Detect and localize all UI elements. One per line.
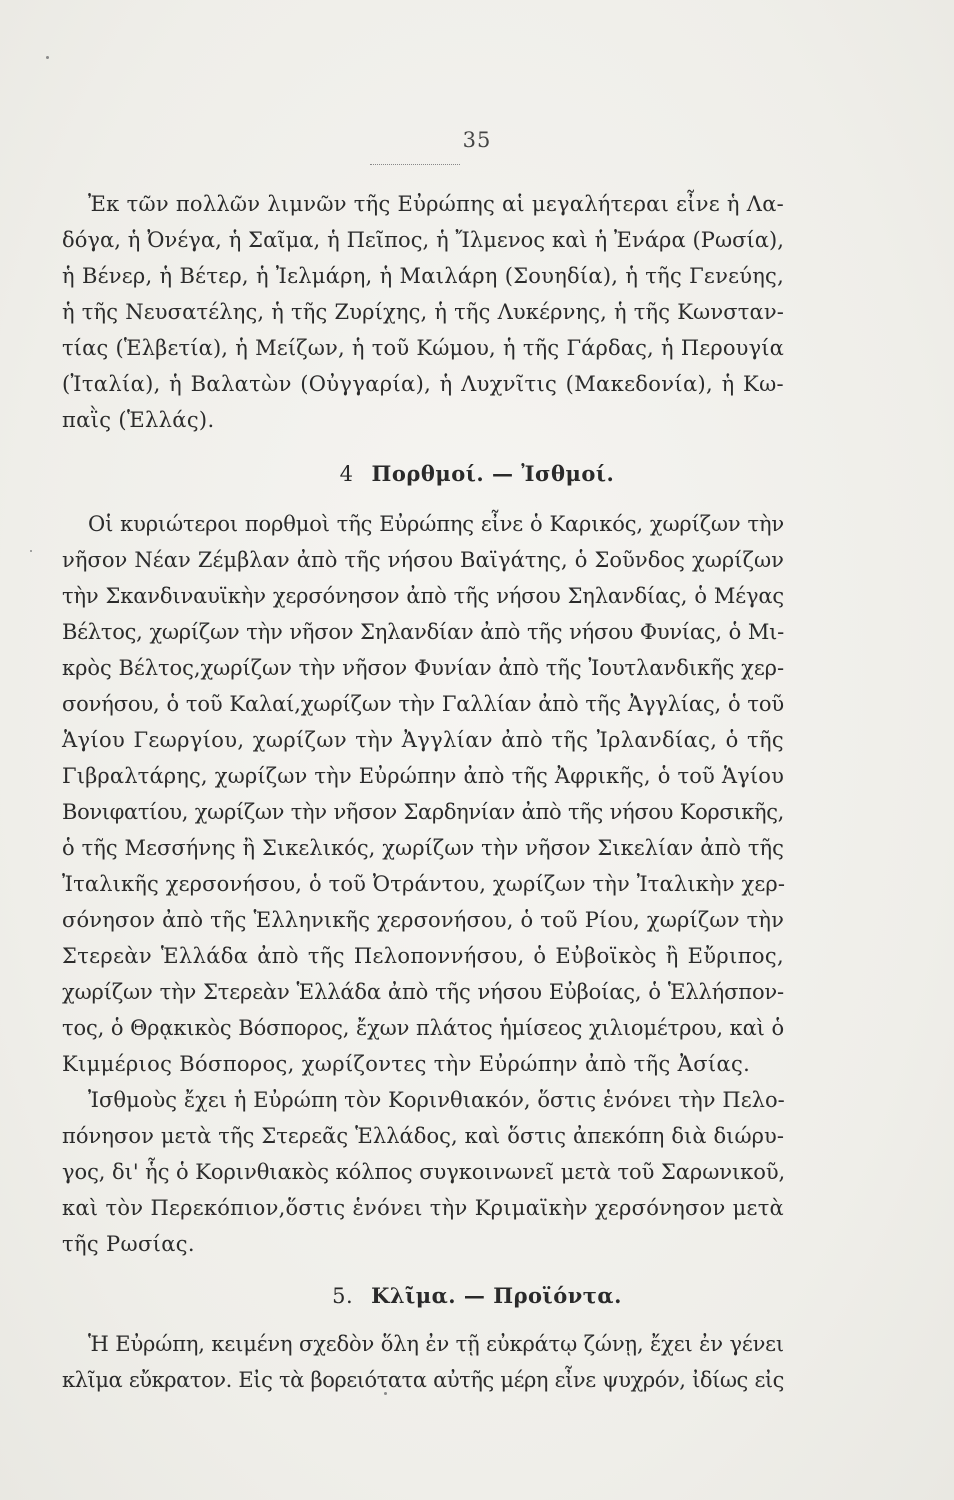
text-line: Ἰσθμοὺς ἔχει ἡ Εὐρώπη τὸν Κορινθιακόν, ὅστις ἑνόνει τὴν Πελο- [88,1088,785,1112]
text-line: Ἁγίου Γεωργίου, χωρίζων τὴν Ἀγγλίαν ἀπὸ τῆς Ἰρλανδίας, ὁ τῆς [62,728,784,752]
text-line: τος, ὁ Θρᾳκικὸς Βόσπορος, ἔχων πλάτος ἡμίσεος χιλιομέτρου, καὶ ὁ [62,1016,784,1040]
section-heading-4 [0,456,954,492]
section-number: 4 [339,462,354,486]
text-line: κλῖμα εὔκρατον. Εἰς τὰ βορειότατα αὐτῆς μέρη εἶνε ψυχρόν, ἰδίως εἰς [62,1368,784,1392]
section-title: Κλῖμα. — Προϊόντα. [371,1283,622,1308]
paper-speck [46,56,49,59]
section-title: Πορθμοί. — Ἰσθμοί. [371,461,615,486]
text-line: χωρίζων τὴν Στερεὰν Ἑλλάδα ἀπὸ τῆς νήσου Εὐβοίας, ὁ Ἑλλήσπον- [62,980,784,1004]
text-line: ἡ Βένερ, ἡ Βέτερ, ἡ Ἰελμάρη, ἡ Μαιλάρη (Σουηδία), ἡ τῆς Γενεύης, [62,264,784,288]
text-line: παῒς (Ἑλλάς). [62,408,215,432]
text-line: κρὸς Βέλτος,χωρίζων τὴν νῆσον Φυνίαν ἀπὸ τῆς Ἰουτλανδικῆς χερ- [62,656,784,680]
paper-speck [30,550,32,552]
text-line: Γιβραλτάρης, χωρίζων τὴν Εὐρώπην ἀπὸ τῆς Ἀφρικῆς, ὁ τοῦ Ἁγίου [62,764,784,788]
text-line: σονήσου, ὁ τοῦ Καλαί,χωρίζων τὴν Γαλλίαν ἀπὸ τῆς Ἀγγλίας, ὁ τοῦ [62,692,784,716]
text-line: Στερεὰν Ἑλλάδα ἀπὸ τῆς Πελοποννήσου, ὁ Εὐβοϊκὸς ἢ Εὔριπος, [62,944,784,968]
text-line: δόγα, ἡ Ὀνέγα, ἡ Σαῖμα, ἡ Πεῖπος, ἡ Ἴλμενος καὶ ἡ Ἐνάρα (Ρωσία), [62,228,784,252]
text-line: Οἱ κυριώτεροι πορθμοὶ τῆς Εὐρώπης εἶνε ὁ Καρικός, χωρίζων τὴν [88,512,784,536]
section-number: 5. [332,1284,354,1308]
paper-speck [384,1392,387,1395]
text-line: ὁ τῆς Μεσσήνης ἢ Σικελικός, χωρίζων τὴν νῆσον Σικελίαν ἀπὸ τῆς [62,836,784,860]
text-line: τίας (Ἑλβετία), ἡ Μείζων, ἡ τοῦ Κώμου, ἡ τῆς Γάρδας, ἡ Περουγία [62,336,784,360]
text-line: (Ἰταλία), ἡ Βαλατὼν (Οὐγγαρία), ἡ Λυχνῖτις (Μακεδονία), ἡ Κω- [62,372,784,396]
text-line: τῆς Ρωσίας. [62,1232,195,1256]
text-line: ἡ τῆς Νευσατέλης, ἡ τῆς Ζυρίχης, ἡ τῆς Λυκέρνης, ἡ τῆς Κωνσταν- [62,300,784,324]
text-line: τὴν Σκανδιναυϊκὴν χερσόνησον ἀπὸ τῆς νήσου Σηλανδίας, ὁ Μέγας [62,584,784,608]
text-line: γος, δι' ἧς ὁ Κορινθιακὸς κόλπος συγκοινωνεῖ μετὰ τοῦ Σαρωνικοῦ, [62,1160,786,1184]
text-line: σόνησον ἀπὸ τῆς Ἑλληνικῆς χερσονήσου, ὁ τοῦ Ρίου, χωρίζων τὴν [62,908,784,932]
text-line: πόνησον μετὰ τῆς Στερεᾶς Ἑλλάδος, καὶ ὅστις ἀπεκόπη διὰ διώρυ- [62,1124,784,1148]
text-line: Βέλτος, χωρίζων τὴν νῆσον Σηλανδίαν ἀπὸ τῆς νήσου Φυνίας, ὁ Μι- [62,620,784,644]
text-line: Ἰταλικῆς χερσονήσου, ὁ τοῦ Ὀτράντου, χωρίζων τὴν Ἰταλικὴν χερ- [62,872,786,896]
text-line: Βονιφατίου, χωρίζων τὴν νῆσον Σαρδηνίαν ἀπὸ τῆς νήσου Κορσικῆς, [62,800,784,824]
section-heading-5 [0,1278,954,1314]
text-line: Ἐκ τῶν πολλῶν λιμνῶν τῆς Εὐρώπης αἱ μεγαλήτεραι εἶνε ἡ Λα- [88,192,784,216]
text-line: νῆσον Νέαν Ζέμβλαν ἀπὸ τῆς νήσου Βαϊγάτης, ὁ Σοῦνδος χωρίζων [62,548,784,572]
text-line: καὶ τὸν Περεκόπιον,ὅστις ἑνόνει τὴν Κριμαϊκὴν χερσόνησον μετὰ [62,1196,784,1220]
text-line: Κιμμέριος Βόσπορος, χωρίζοντες τὴν Εὐρώπην ἀπὸ τῆς Ἀσίας. [62,1052,751,1076]
page-number: 35 [462,128,492,152]
header-rule [370,164,460,165]
text-line: Ἡ Εὐρώπη, κειμένη σχεδὸν ὅλη ἐν τῇ εὐκράτῳ ζώνῃ, ἔχει ἐν γένει [88,1332,784,1356]
